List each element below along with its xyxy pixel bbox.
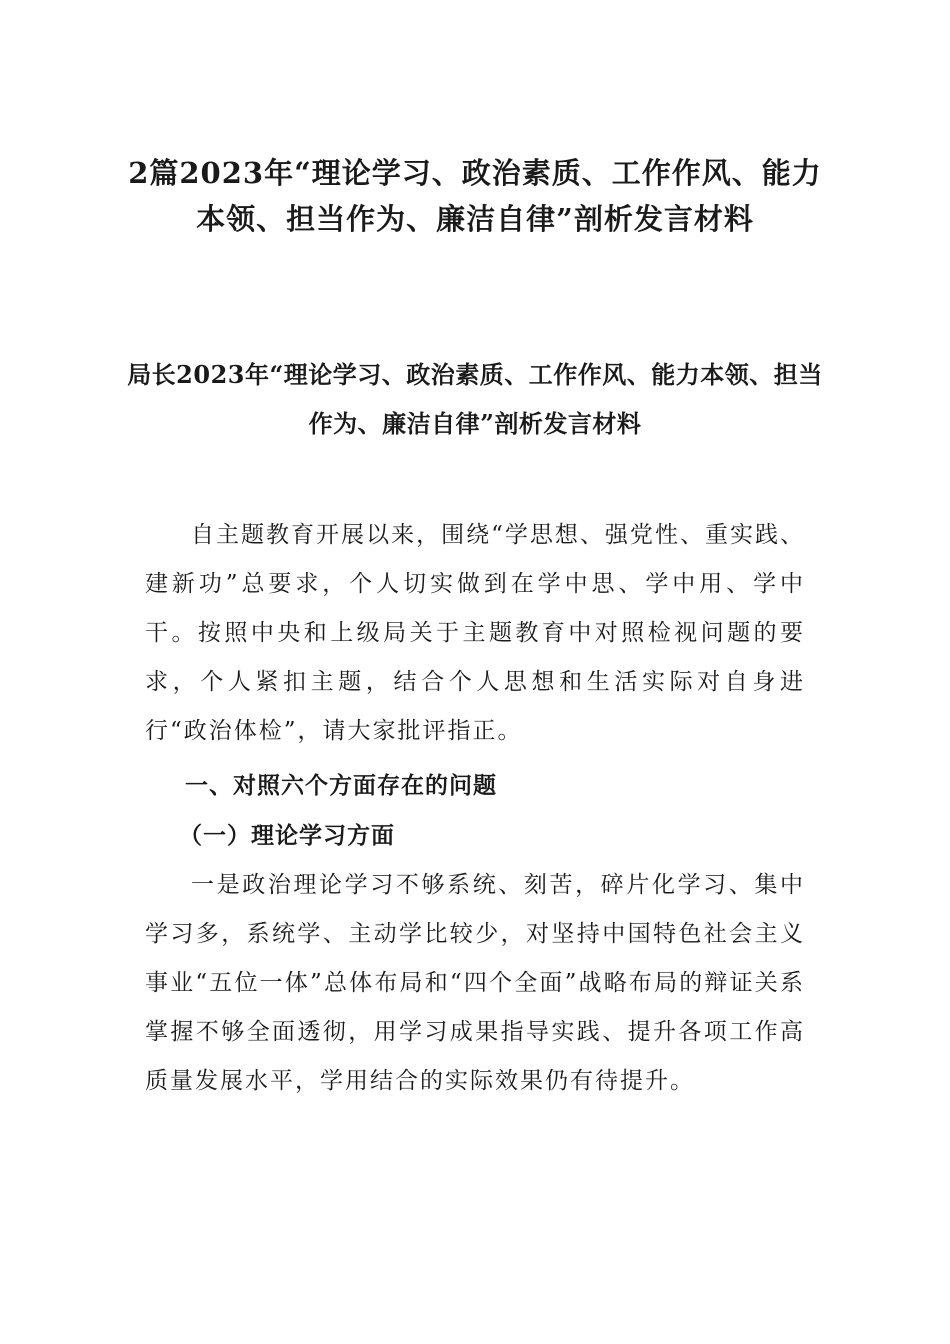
sub-title: 局长2023年“理论学习、政治素质、工作作风、能力本领、担当作为、廉洁自律”剖析发言材料 bbox=[127, 360, 823, 438]
subsection-heading: （一）理论学习方面 bbox=[179, 822, 395, 849]
body-paragraph: 一是政治理论学习不够系统、刻苦，碎片化学习、集中学习多，系统学、主动学比较少，对坚持中国特色社会主义事业“五位一体”总体布局和“四个全面”战略布局的辩证关系掌握不够全面透彻，用学习成果指导实践、提升各项工作高质量发展水平，学用结合的实际效果仍有待提升。 bbox=[145, 872, 805, 1094]
intro-paragraph: 自主题教育开展以来，围绕“学思想、强党性、重实践、建新功”总要求，个人切实做到在学中思、学中用、学中干。按照中央和上级局关于主题教育中对照检视问题的要求，个人紧扣主题，结合个人思想和生活实际对自身进行“政治体检”，请大家批评指正。 bbox=[145, 522, 805, 744]
section-heading: 一、对照六个方面存在的问题 bbox=[185, 772, 497, 799]
main-title: 2篇2023年“理论学习、政治素质、工作作风、能力本领、担当作为、廉洁自律”剖析发言材料 bbox=[128, 156, 822, 236]
